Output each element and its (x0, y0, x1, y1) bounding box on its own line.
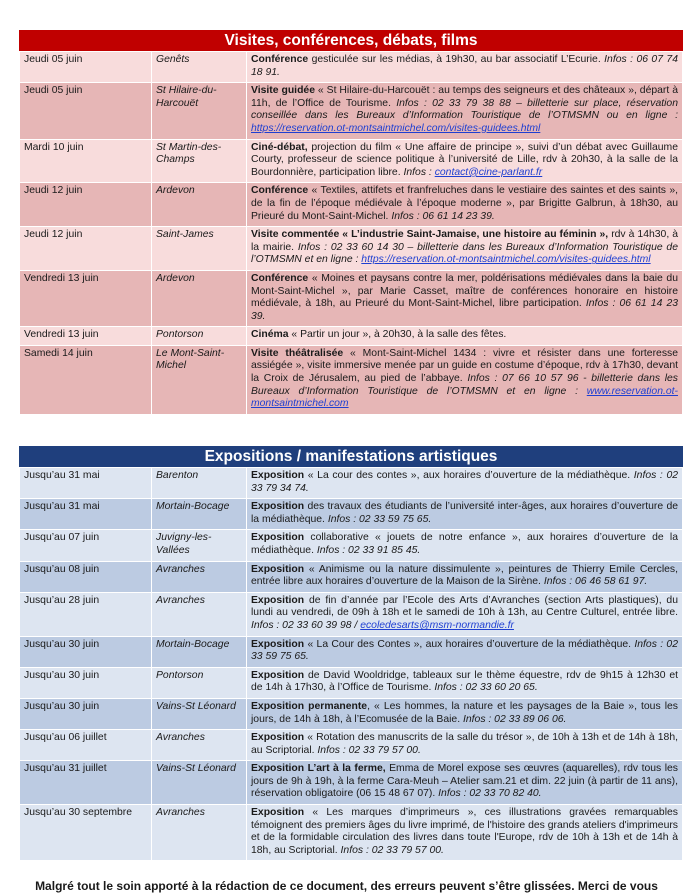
event-place: Pontorson (152, 667, 247, 698)
event-date: Jusqu’au 30 septembre (20, 805, 152, 861)
event-date: Jeudi 12 juin (20, 183, 152, 227)
event-info: Infos : 06 07 74 18 91. (251, 54, 678, 78)
event-description (247, 698, 683, 729)
event-info: Infos : 02 33 60 14 30 – billetterie dans les Bureaux d’Information Touristique de l’OTMSMN et en ligne : (251, 241, 678, 266)
event-info: Infos : 02 33 79 34 74. (251, 470, 679, 494)
event-place: Avranches (152, 561, 247, 592)
event-text: projection du film « Une affaire de principe », suivi d’un débat avec Guillaume Courty, professeur de science politique à l’université de Lille, rdv à 20h30, à la salle de la Bourdonnière, participation libre. (251, 141, 678, 178)
event-info: Infos : 06 61 14 23 39. (251, 298, 679, 322)
event-row (20, 636, 683, 667)
event-description (247, 636, 683, 667)
event-text: « Mont-Saint-Michel 1434 : vivre et résister dans une forteresse assiégée », visite immersive menée par un guide en costume d’époque, rdv à 17h30, devant la Croix de Jérusalem, au pied de l’abbaye. (251, 347, 678, 385)
event-text: « Moines et paysans contre la mer, poldérisations médiévales dans la baie du Mont-Saint-Michel », par Marie Casset, maître de conférences honoraire en histoire médiévale, à 18h, au Prieuré du Mont-Saint-Michel, libre participation. (251, 272, 678, 310)
event-description (247, 345, 683, 414)
event-text: « St Hilaire-du-Harcouët : au temps des seigneurs et des châteaux », départ à 11h, de l’Office de Tourisme. (251, 85, 678, 109)
event-text: de David Wooldridge, tableaux sur le thème équestre, rdv de 9h15 à 12h30 et de 14h à 17h30, à l’Office de Tourisme. (251, 669, 678, 694)
event-date: Jusqu’au 30 juin (20, 636, 152, 667)
event-row (20, 327, 683, 346)
event-date: Jusqu’au 31 mai (20, 499, 152, 530)
event-info: Infos : 06 61 14 23 39. (391, 210, 495, 222)
event-row (20, 761, 683, 805)
event-description (247, 183, 683, 227)
event-text: collaborative « jouets de notre enfance », aux horaires d’ouverture de la médiathèque. (251, 532, 678, 556)
exhibitions-section-title: Expositions / manifestations artistiques (19, 446, 683, 467)
event-row (20, 468, 683, 499)
event-info: Infos : 02 33 59 75 65. (327, 513, 432, 525)
event-date: Samedi 14 juin (20, 345, 152, 414)
event-place: Avranches (152, 592, 247, 636)
event-kind: Conférence (251, 185, 309, 197)
event-place: Avranches (152, 805, 247, 861)
event-text: « Les marques d’imprimeurs », ces illustrations gravées remarquables témoignent des premiers âges du livre imprimé, de l'histoire des grands ateliers d'imprimeurs et de la formidable circulation des livres dans toute l'Europe, rdv de 10h à 13h et de 14h à 18h, au Scriptorial. (251, 807, 678, 856)
event-place: Mortain-Bocage (152, 636, 247, 667)
event-info: Infos : 07 66 10 57 96 - billetterie dans les Bureaux d’Information Touristique de l’OTMSMN et en ligne : (251, 373, 678, 397)
event-date: Vendredi 13 juin (20, 270, 152, 326)
event-kind: Conférence (251, 272, 309, 284)
event-kind: Ciné-débat, (251, 141, 308, 153)
disclaimer-footer: Malgré tout le soin apporté à la rédaction de ce document, des erreurs peuvent s’être glissées. Merci de vous (35, 879, 658, 893)
event-text: « La cour des contes », aux horaires d’ouverture de la médiathèque. (304, 470, 634, 481)
event-description (247, 561, 683, 592)
event-text: Emma de Morel expose ses œuvres (aquarelles), rdv tous les jours de 9h à 19h, à la ferme Cara-Meuh – Atelier sam.21 et dim. 22 juin (à partir de 11 ans), réservation obligatoire (06 15 48 67 07). (251, 763, 679, 800)
event-kind: Exposition (251, 669, 305, 681)
event-link[interactable]: https://reservation.ot-montsaintmichel.com/visites-guidees.html (251, 122, 541, 134)
event-info: Infos : 02 33 60 20 65. (434, 682, 538, 694)
event-row (20, 227, 683, 271)
event-date: Jeudi 05 juin (20, 83, 152, 139)
event-place: Vains-St Léonard (152, 698, 247, 729)
event-kind: Visite guidée (251, 85, 315, 97)
event-description (247, 667, 683, 698)
event-date: Jusqu’au 31 juillet (20, 761, 152, 805)
event-place: Le Mont-Saint-Michel (152, 345, 247, 414)
event-link[interactable]: contact@cine-parlant.fr (434, 166, 543, 178)
event-date: Jeudi 12 juin (20, 227, 152, 271)
event-kind: Exposition permanente (251, 700, 368, 712)
exhibitions-section (19, 446, 683, 861)
event-description (247, 761, 683, 805)
visits-section-title: Visites, conférences, débats, films (19, 30, 683, 51)
event-date: Vendredi 13 juin (20, 327, 152, 346)
event-text: « La Cour des Contes », aux horaires d’ouverture de la médiathèque. (304, 638, 635, 650)
event-kind: Exposition (251, 732, 305, 744)
event-kind: Exposition (251, 501, 305, 513)
event-row (20, 730, 683, 761)
event-date: Jusqu’au 30 juin (20, 667, 152, 698)
event-place: Vains-St Léonard (152, 761, 247, 805)
event-date: Jusqu’au 28 juin (20, 592, 152, 636)
exhibitions-table (19, 467, 683, 861)
event-description (247, 52, 683, 83)
event-kind: Exposition (251, 470, 305, 481)
event-info: Infos : (403, 166, 435, 178)
event-description (247, 83, 683, 139)
event-place: Avranches (152, 730, 247, 761)
event-place: Saint-James (152, 227, 247, 271)
event-row (20, 561, 683, 592)
event-place: Juvigny-les-Vallées (152, 530, 247, 561)
event-place: Ardevon (152, 270, 247, 326)
event-date: Jusqu’au 30 juin (20, 698, 152, 729)
event-text: rdv à 14h30, à la mairie. (251, 229, 678, 253)
event-kind: Visite théâtralisée (251, 347, 344, 359)
event-date: Jusqu’au 08 juin (20, 561, 152, 592)
event-info: Infos : 02 33 91 85 45. (316, 544, 421, 556)
visits-section (19, 30, 683, 415)
event-text: « Animisme ou la nature dissimulente », peintures de Thierry Emile Cercles, entrée libre aux horaires d’ouverture de la Maison de la Sirène. (251, 563, 678, 588)
event-info: Infos : 02 33 60 39 98 / (251, 619, 361, 631)
event-place: St Hilaire-du-Harcouët (152, 83, 247, 139)
event-row (20, 499, 683, 530)
event-place: Genêts (152, 52, 247, 83)
event-kind: Exposition (251, 532, 305, 544)
event-kind: Cinéma (251, 329, 289, 341)
event-description (247, 592, 683, 636)
event-description (247, 530, 683, 561)
event-kind: Visite commentée « L’industrie Saint-Jamaise, une histoire au féminin », (251, 229, 609, 241)
event-row (20, 52, 683, 83)
event-info: Infos : 02 33 79 38 88 – billetterie sur place, réservation conseillée dans les Bureaux d’Information Touristique de l’OTMSMN ou en ligne : (251, 97, 678, 122)
event-row (20, 698, 683, 729)
event-info: Infos : 02 33 70 82 40. (438, 788, 542, 800)
event-place: Mortain-Bocage (152, 499, 247, 530)
event-description (247, 270, 683, 326)
event-link[interactable]: www.reservation.ot-montsaintmichel.com (251, 385, 678, 410)
event-row (20, 805, 683, 861)
event-info: Infos : 02 33 79 57 00. (317, 744, 421, 756)
event-kind: Exposition (251, 594, 305, 606)
event-date: Jusqu’au 06 juillet (20, 730, 152, 761)
event-info: Infos : 06 46 58 61 97. (543, 576, 648, 588)
event-info: Infos : 02 33 79 57 00. (340, 844, 444, 856)
event-row (20, 592, 683, 636)
event-text: de fin d’année par l’Ecole des Arts d’Avranches (section Arts plastiques), du lundi au vendredi, de 09h à 18h et le samedi de 10h à 13h, au Centre Culturel, entrée libre. (251, 594, 678, 619)
event-description (247, 805, 683, 861)
event-kind: Exposition L’art à la ferme, (251, 763, 386, 775)
event-description (247, 468, 683, 499)
event-kind: Exposition (251, 563, 305, 575)
event-place: St Martin-des-Champs (152, 139, 247, 183)
event-description (247, 499, 683, 530)
event-description (247, 227, 683, 271)
visits-table (19, 51, 683, 415)
event-info: Infos : 02 33 59 75 65. (251, 638, 678, 663)
event-row (20, 139, 683, 183)
event-text: gesticulée sur les médias, à 19h30, au bar associatif L’Ecurie. (308, 54, 605, 65)
event-row (20, 345, 683, 414)
event-row (20, 270, 683, 326)
event-description (247, 327, 683, 346)
event-kind: Conférence (251, 54, 309, 65)
event-text: « Textiles, attifets et franfreluches dans le vestiaire des saintes et des saints », de la fin de l’époque médiévale à l’époque moderne », par Brigitte Galbrun, à 18h30, au Prieuré du Mont-Saint-Michel. (251, 185, 678, 222)
event-date: Jusqu’au 31 mai (20, 468, 152, 499)
event-text: « Rotation des manuscrits de la salle du trésor », de 10h à 13h et de 14h à 18h, au Scriptorial. (251, 732, 678, 756)
event-place: Barenton (152, 468, 247, 499)
event-text: « Partir un jour », à 20h30, à la salle des fêtes. (288, 329, 507, 341)
event-text: des travaux des étudiants de l’université inter-âges, aux horaires d’ouverture de la médiathèque. (251, 501, 678, 525)
event-link[interactable]: ecoledesarts@msm-normandie.fr (360, 619, 514, 631)
event-date: Jeudi 05 juin (20, 52, 152, 83)
event-link[interactable]: https://reservation.ot-montsaintmichel.com/visites-guidees.html (361, 254, 651, 266)
event-row (20, 183, 683, 227)
event-description (247, 139, 683, 183)
event-place: Pontorson (152, 327, 247, 346)
event-text: , « Les hommes, la nature et les paysages de la Baie », tous les jours, de 14h à 18h, à l’Ecomusée de la Baie. (251, 700, 678, 725)
event-place: Ardevon (152, 183, 247, 227)
event-date: Mardi 10 juin (20, 139, 152, 183)
event-kind: Exposition (251, 807, 305, 819)
event-date: Jusqu’au 07 juin (20, 530, 152, 561)
event-row (20, 83, 683, 139)
event-row (20, 530, 683, 561)
event-description (247, 730, 683, 761)
event-row (20, 667, 683, 698)
event-info: Infos : 02 33 89 06 06. (463, 713, 567, 725)
event-kind: Exposition (251, 638, 305, 650)
